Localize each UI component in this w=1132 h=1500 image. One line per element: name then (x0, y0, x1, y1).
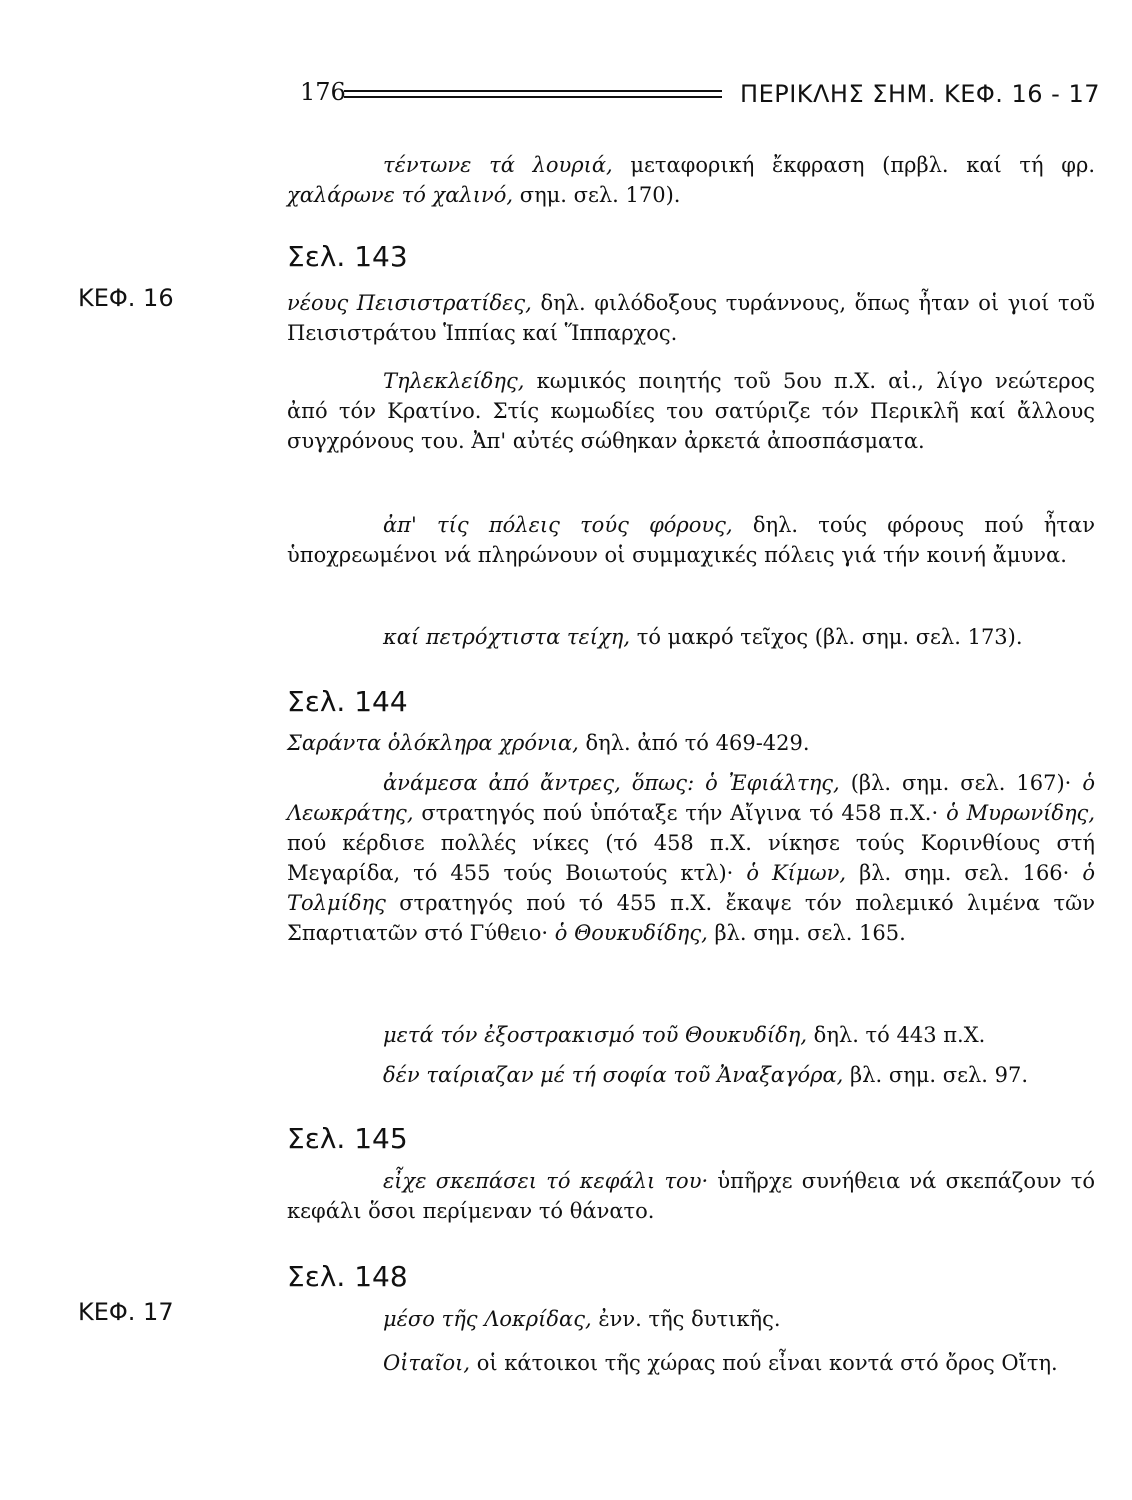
note-text: δηλ. τούς φόρους πού ἦταν ὑποχρεωμένοι νά πληρώνουν οἱ συμμαχικές πόλεις γιά τήν κοινή ἄμυνα. (287, 513, 1095, 567)
note-lemma: ὁ Τολμίδης (287, 861, 1095, 915)
note-lemma: μέσο τῆς Λοκρίδας, (383, 1307, 592, 1331)
note-lemma: ἀνάμεσα ἀπό ἄντρες, ὅπως: ὁ Ἐφιάλτης, (383, 771, 840, 795)
note-text: μεταφορική ἔκφραση (πρβλ. καί τή φρ. (612, 153, 1096, 177)
note-lemma: Σαράντα ὁλόκληρα χρόνια, (287, 731, 579, 755)
chapter-label-17: ΚΕΦ. 17 (78, 1298, 174, 1326)
note-145-1 (287, 1166, 1095, 1226)
note-continuation (287, 150, 1095, 210)
note-144-4 (287, 1060, 1095, 1090)
note-144-2 (287, 768, 1095, 948)
note-148-2 (287, 1348, 1095, 1378)
note-lemma: μετά τόν ἐξοστρακισμό τοῦ Θουκυδίδη, (383, 1023, 807, 1047)
chapter-label-16: ΚΕΦ. 16 (78, 284, 174, 312)
note-lemma: ὁ Μυρωνίδης, (946, 801, 1095, 825)
note-148-1 (287, 1304, 1095, 1334)
note-text: τό μακρό τεῖχος (βλ. σημ. σελ. 173). (630, 625, 1023, 649)
note-text: βλ. σημ. σελ. 166· (846, 861, 1083, 885)
section-title-143: Σελ. 143 (287, 240, 408, 273)
note-lemma: ὁ Λεωκράτης, (287, 771, 1095, 825)
note-text: βλ. σημ. σελ. 97. (843, 1063, 1029, 1087)
note-143-3 (287, 510, 1095, 570)
section-title-144: Σελ. 144 (287, 685, 408, 718)
note-lemma: τέντωνε τά λουριά, (383, 153, 613, 177)
note-text: οἱ κάτοικοι τῆς χώρας πού εἶναι κοντά στό ὄρος Οἴτη. (470, 1351, 1058, 1375)
note-lemma: ὁ Κίμων, (746, 861, 847, 885)
note-144-1 (287, 728, 1095, 758)
note-lemma: Οἰταῖοι, (383, 1351, 471, 1375)
note-text: ἐνν. τῆς δυτικῆς. (591, 1307, 781, 1331)
note-lemma: νέους Πεισιστρατίδες, (287, 291, 532, 315)
note-text: (βλ. σημ. σελ. 167)· (839, 771, 1083, 795)
note-text: δηλ. τό 443 π.Χ. (807, 1023, 986, 1047)
note-143-4 (287, 622, 1095, 652)
note-text: δηλ. φιλόδοξους τυράννους, ὅπως ἦταν οἱ γιοί τοῦ Πεισιστράτου Ἱππίας καί Ἵππαρχος. (287, 291, 1095, 345)
page-number: 176 (300, 78, 346, 106)
note-lemma: Τηλεκλείδης, (383, 369, 525, 393)
note-text: στρατηγός πού τό 455 π.Χ. ἔκαψε τόν πολεμικό λιμένα τῶν Σπαρτιατῶν στό Γύθειο· (287, 891, 1095, 945)
note-144-3 (287, 1020, 1095, 1050)
note-text: ὑπῆρχε συνήθεια νά σκεπάζουν τό κεφάλι ὅσοι περίμεναν τό θάνατο. (287, 1169, 1096, 1223)
page-header (300, 74, 1100, 114)
note-text: δηλ. ἀπό τό 469-429. (578, 731, 810, 755)
note-text: πού κέρδισε πολλές νίκες (τό 458 π.Χ. νίκησε τούς Κορινθίους στή Μεγαρίδα, τό 455 τούς Βοιωτούς κτλ)· (287, 831, 1095, 885)
note-lemma: καί πετρόχτιστα τείχη, (383, 625, 631, 649)
note-lemma: εἶχε σκεπάσει τό κεφάλι του· (383, 1169, 709, 1193)
note-lemma: δέν ταίριαζαν μέ τή σοφία τοῦ Ἀναξαγόρα, (383, 1063, 844, 1087)
note-text: σημ. σελ. 170). (513, 183, 681, 207)
note-lemma: ἀπ' τίς πόλεις τούς φόρους, (383, 513, 733, 537)
section-title-148: Σελ. 148 (287, 1260, 408, 1293)
running-head: ΠΕΡΙΚΛΗΣ ΣΗΜ. ΚΕΦ. 16 - 17 (740, 80, 1100, 108)
note-text: στρατηγός πού ὑπόταξε τήν Αἴγινα τό 458 π.Χ.· (413, 801, 947, 825)
note-text: βλ. σημ. σελ. 165. (707, 921, 906, 945)
note-lemma: ὁ Θουκυδίδης, (554, 921, 708, 945)
section-title-145: Σελ. 145 (287, 1122, 408, 1155)
note-143-2 (287, 366, 1095, 456)
note-text: κωμικός ποιητής τοῦ 5ου π.Χ. αἰ., λίγο νεώτερος ἀπό τόν Κρατίνο. Στίς κωμωδίες του σατύριζε τόν Περικλῆ καί ἄλλους συγχρόνους του. Ἀπ' αὐτές σώθηκαν ἀρκετά ἀποσπάσματα. (287, 369, 1095, 453)
header-double-rule (344, 90, 722, 98)
note-lemma: χαλάρωνε τό χαλινό, (287, 183, 514, 207)
note-143-1 (287, 288, 1095, 348)
